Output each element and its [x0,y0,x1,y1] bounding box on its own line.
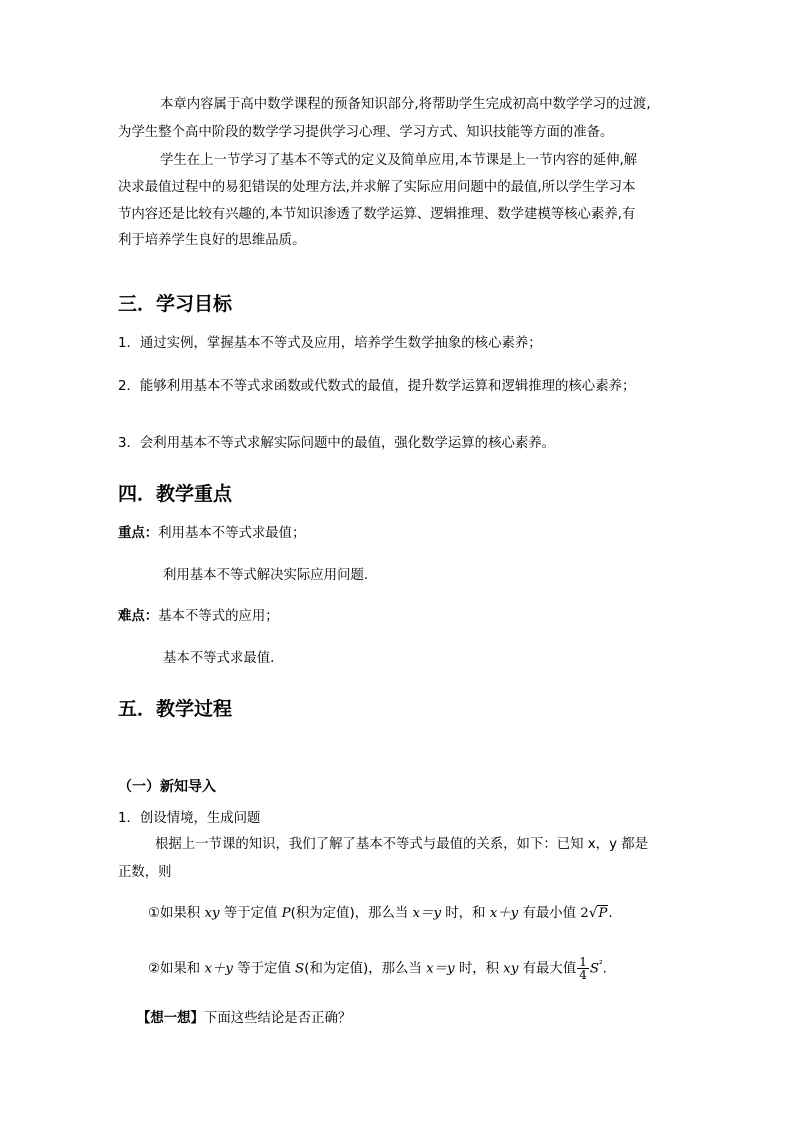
hard-point-label: 难点： [118,609,159,624]
case1-math-sum: x＋y [489,906,519,921]
case1-text-a: ①如果积 [148,906,205,921]
case2-math-xy: xy [503,961,519,977]
case2-text-b: 等于定值 [232,961,296,977]
case1-coef: 2 [580,906,589,921]
intro-p2-line3: 节内容还是比较有兴趣的,本节知识渗透了数学运算、逻辑推理、数学建模等核心素养,有 [118,207,636,222]
fraction-denominator: 4 [579,968,587,982]
case1-text-c: (积为定值)，那么当 [290,906,413,921]
key-point-label: 重点： [118,526,159,541]
intro-paragraph-line1: 根据上一节课的知识，我们了解了基本不等式与最值的关系，如下：已知 x，y 都是 [155,837,649,852]
think-text: 下面这些结论是否正确？ [203,1011,352,1026]
case1-math-p: P [281,906,291,921]
intro-p2-line1: 学生在上一节学习了基本不等式的定义及简单应用,本节课是上一节内容的延伸,解 [160,153,638,168]
case1-min-value: 2√P [580,906,608,921]
case1-end: . [608,906,613,921]
intro-p1-line1: 本章内容属于高中数学课程的预备知识部分,将帮助学生完成初高中数学学习的过渡, [160,97,651,112]
fraction-numerator: 1 [579,955,587,969]
case2-end: . [602,961,607,977]
subsection-new-knowledge: （一）新知导入 [118,779,216,795]
key-point-text-1: 利用基本不等式求最值； [158,526,306,541]
goal-item-3: 3．会利用基本不等式求解实际问题中的最值，强化数学运算的核心素养。 [118,436,556,451]
case2-fraction [577,956,589,981]
case-1-line [148,905,613,923]
case2-square: ² [599,960,603,971]
intro-p2-line4: 利于培养学生良好的思维品质。 [118,233,306,248]
think-line [137,1010,351,1028]
case1-text-e: 有最小值 [518,906,581,921]
section4-heading: 四．教学重点 [118,483,233,505]
key-point-line1 [118,525,305,543]
case1-text-d: 时，和 [441,906,490,921]
case2-math-s2: S [589,961,600,977]
case2-text-c: (和为定值)，那么当 [304,961,427,977]
case2-math-s: S [295,961,305,977]
intro-p1-line2: 为学生整个高中阶段的数学学习提供学习心理、学习方式、知识技能等方面的准备。 [118,125,614,140]
hard-point-line1 [118,608,279,626]
think-label: 【想一想】 [137,1011,204,1026]
goal-item-1: 1．通过实例，掌握基本不等式及应用，培养学生数学抽象的核心素养； [118,336,542,351]
intro-p2-line2: 决求最值过程中的易犯错误的处理方法,并求解了实际应用问题中的最值,所以学生学习本 [118,180,636,195]
key-point-line2: 利用基本不等式解决实际应用问题． [163,568,378,583]
case2-text-a: ②如果和 [148,961,205,977]
case1-text-b: 等于定值 [219,906,282,921]
intro-paragraph-line2: 正数，则 [118,865,172,880]
case1-radicand: P [598,906,608,921]
case1-math-eq: x＝y [412,906,442,921]
step-1-title: 1．创设情境，生成问题 [118,811,261,826]
case2-math-sum: x＋y [204,961,233,977]
hard-point-line2: 基本不等式求最值． [163,651,284,666]
section5-heading: 五．教学过程 [118,698,233,720]
goal-item-2: 2．能够利用基本不等式求函数或代数式的最值，提升数学运算和逻辑推理的核心素养； [118,379,636,394]
section3-heading: 三．学习目标 [118,293,233,315]
case2-text-e: 有最大值 [518,961,577,977]
hard-point-text-1: 基本不等式的应用； [158,609,279,624]
case2-math-eq: x＝y [426,961,455,977]
case1-math-xy: xy [204,906,220,921]
case-2-line [148,956,607,981]
case2-text-d: 时，积 [454,961,504,977]
